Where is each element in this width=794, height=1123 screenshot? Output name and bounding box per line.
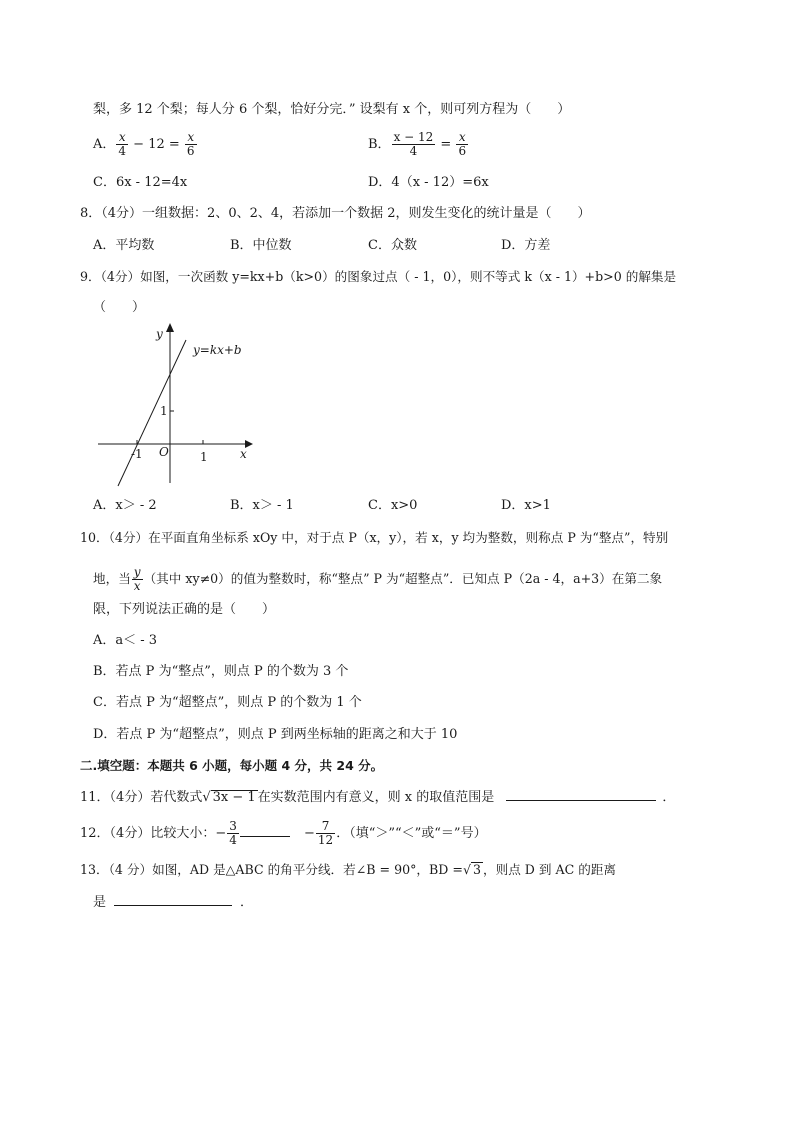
text: （其中 xy≠0）的值为整数时，称“整点” P 为“超整点”．已知点 P（2a - 4，a+3）在第二象	[143, 571, 663, 586]
option-label: A．	[93, 137, 116, 152]
text: 是	[93, 895, 107, 910]
q12-stem: 12．（4分）比较大小：− $\frac{3}{4}$ − $\frac{7}{12}$ ．（填“＞”“＜”或“＝”号）	[80, 819, 487, 847]
function-line	[118, 340, 186, 486]
q10-stem-line3: 限，下列说法正确的是（ ）	[93, 602, 276, 617]
text: ．	[662, 790, 676, 805]
fraction: $\frac{x}{4}$	[118, 130, 127, 158]
q11-stem: 11．（4分）若代数式√ 3x − 1 在实数范围内有意义，则 x 的取值范围是 ．	[80, 790, 676, 805]
y-axis-arrow-icon	[166, 323, 174, 332]
option-label: B．	[368, 137, 391, 152]
fraction: $\frac{x - 12}{4}$	[393, 130, 434, 158]
q7-option-b[interactable]	[368, 131, 469, 158]
q8-option-a[interactable]: A．平均数	[93, 238, 155, 253]
q13-answer-blank[interactable]	[114, 893, 232, 906]
text: ．（填“＞”“＜”或“＝”号）	[336, 826, 487, 841]
q13-stem-line1: 13．（4 分）如图，AD 是△ABC 的角平分线．若∠B = 90°，BD =√ 3 ，则点 D 到 AC 的距离	[80, 862, 616, 877]
fraction: $\frac{7}{12}$	[317, 819, 334, 847]
text: 12．（4分）比较大小：	[80, 826, 216, 841]
q11-answer-blank[interactable]	[506, 788, 656, 801]
q10-stem-line2	[93, 566, 662, 593]
x-axis-label: x	[240, 447, 247, 461]
q10-option-a[interactable]: A．a＜ - 3	[93, 633, 158, 648]
text: ．	[240, 895, 254, 910]
q9-answer-paren: （ ）	[93, 300, 146, 315]
q7-stem-tail: 梨，多 12 个梨；每人分 6 个梨，恰好分完．” 设梨有 x 个，则可列方程为（ ）	[93, 102, 571, 117]
tick-label-y1: 1	[160, 404, 168, 418]
q8-option-b[interactable]: B．中位数	[230, 238, 292, 253]
tick-label-xm1: -1	[131, 447, 143, 461]
text: ，则点 D 到 AC 的距离	[483, 862, 616, 877]
q7-option-a[interactable]	[93, 131, 198, 158]
option-text: =	[436, 137, 456, 152]
text: 在实数范围内有意义，则 x 的取值范围是	[257, 790, 495, 805]
q12-answer-blank[interactable]	[240, 824, 290, 837]
origin-label: O	[159, 445, 169, 459]
q8-stem: 8．（4分）一组数据：2、0、2、4，若添加一个数据 2，则发生变化的统计量是（ ）	[80, 206, 591, 221]
line-label: y=kx+b	[193, 343, 242, 357]
fraction: $\frac{3}{4}$	[229, 819, 237, 847]
tick-label-x1: 1	[200, 450, 208, 464]
q9-option-d[interactable]: D．x>1	[501, 498, 551, 513]
fraction: $\frac{y}{x}$	[133, 565, 141, 593]
q10-option-b[interactable]: B．若点 P 为“整点”，则点 P 的个数为 3 个	[93, 664, 349, 679]
text: 地，当	[93, 571, 131, 586]
q10-stem-line1: 10．（4分）在平面直角坐标系 xOy 中，对于点 P（x，y），若 x，y 均为整数，则称点 P 为“整点”，特别	[80, 530, 669, 545]
q9-option-c[interactable]: C．x>0	[368, 498, 418, 513]
q10-option-d[interactable]: D．若点 P 为“超整点”，则点 P 到两坐标轴的距离之和大于 10	[93, 727, 458, 742]
q9-option-b[interactable]: B．x＞ - 1	[230, 498, 294, 513]
radicand: 3	[472, 862, 481, 877]
radicand: 3x − 1	[212, 790, 256, 805]
option-text: − 12 =	[129, 137, 184, 152]
text: 13．（4 分）如图，AD 是△ABC 的角平分线．若∠B = 90°，BD =	[80, 862, 463, 877]
fraction: $\frac{x}{6}$	[186, 130, 195, 158]
section-heading: 二.填空题：本题共 6 小题，每小题 4 分，共 24 分。	[80, 758, 384, 773]
q10-option-c[interactable]: C．若点 P 为“超整点”，则点 P 的个数为 1 个	[93, 695, 362, 710]
text: 11．（4分）若代数式	[80, 790, 203, 805]
q9-stem: 9．（4分）如图，一次函数 y=kx+b（k>0）的图象过点（ - 1，0），则不等式 k（x - 1）+b>0 的解集是	[80, 269, 677, 284]
q8-option-c[interactable]: C．众数	[368, 238, 417, 253]
q7-option-c[interactable]: C．6x - 12=4x	[93, 175, 188, 190]
q7-option-d[interactable]: D．4（x - 12）=6x	[368, 175, 489, 190]
q13-stem-line2	[93, 893, 253, 912]
fraction: $\frac{x}{6}$	[458, 130, 467, 158]
q8-option-d[interactable]: D．方差	[501, 238, 551, 253]
q9-function-graph	[90, 318, 260, 488]
y-axis-label: y	[156, 327, 163, 341]
q9-option-a[interactable]: A．x＞ - 2	[93, 498, 157, 513]
